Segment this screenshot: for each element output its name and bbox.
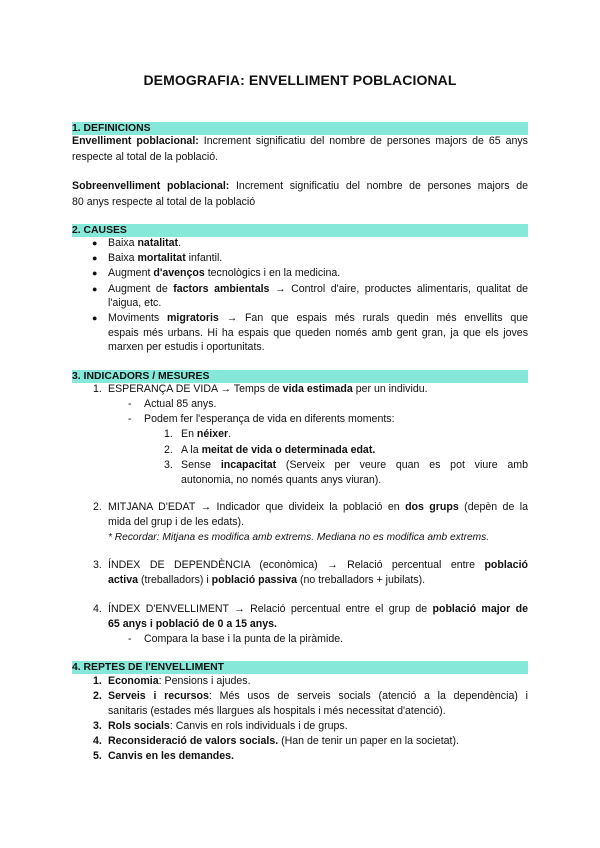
sub-item [181,443,375,458]
term-envelliment: Envelliment poblacional: [72,135,199,147]
indicator-note: * Recordar: Mitjana es modifica amb extrems. Mediana no es modifica amb extrems. [108,532,490,543]
indicator-item [108,500,528,515]
definition-sobreenvelliment-cont: 80 anys respecte al total de la població [72,196,256,208]
section-header-reptes: 4. REPTES DE l'ENVELLIMENT [72,661,528,674]
dash-icon: - [128,413,132,425]
cause-item [108,251,222,266]
sub-item-text: (Serveix per veure quan es pot viure amb [276,459,529,471]
cause-keyword: migratoris [167,312,219,324]
indicator-keyword: població major de [432,603,528,615]
list-number: 3. [93,559,102,571]
indicator-keyword: activa [108,574,139,586]
list-number: 1. [93,675,102,687]
indicator-keyword: població passiva [211,574,298,586]
page-title: DEMOGRAFIA: ENVELLIMENT POBLACIONAL [143,72,457,88]
indicator-keyword: població [484,559,528,571]
challenge-keyword: Economia [108,675,159,687]
challenge-item [108,689,528,704]
list-number: 3. [93,720,102,732]
section-header-definicions: 1. DEFINICIONS [72,122,528,135]
cause-text: → Fan que espais més rurals quedin més envellits que [218,312,528,324]
term-sobreenvelliment: Sobreenvelliment poblacional: [72,180,230,192]
challenge-item [108,734,459,749]
cause-item [108,282,528,297]
bullet-icon: ● [92,268,98,278]
indicator-text: per un individu. [352,383,428,395]
indicator-item [108,382,428,397]
cause-keyword: mortalitat [137,252,186,264]
indicator-text: ÍNDEX D'ENVELLIMENT → Relació percentual entre el grup de [108,603,433,615]
sub-item-text: A la [181,444,202,456]
challenge-text: : Canvis en rols individuals i de grups. [169,720,348,732]
cause-text: . [178,237,182,249]
dash-icon: - [128,398,132,410]
definition-envelliment-cont: respecte al total de la població. [72,151,219,163]
cause-item-cont: marxen per estudis i oportunitats. [108,341,265,353]
indicator-detail: Podem fer l'esperança de vida en diferents moments: [144,413,395,425]
challenge-item [108,674,251,689]
challenge-keyword: Serveis i recursos [108,690,209,702]
indicator-text: (no treballadors + jubilats). [297,574,426,586]
indicator-detail: Compara la base i la punta de la piràmide. [144,633,344,645]
list-number: 1. [93,383,102,395]
list-number: 5. [93,750,102,762]
dash-icon: - [128,633,132,645]
sub-item-cont: autonomia, no només quants anys viuran). [181,474,382,486]
challenge-keyword: Rols socials [108,720,170,732]
indicator-text: (treballadors) i [138,574,212,586]
indicator-text: MITJANA D'EDAT → Indicador que divideix la població en [108,501,406,513]
cause-text: Baixa [108,237,138,249]
definition-text: Increment significatiu del nombre de persones majors de [235,180,528,192]
sub-item-keyword: néixer [196,428,229,440]
sub-item-keyword: incapacitat [220,459,277,471]
cause-item [108,311,528,326]
indicator-text: ÍNDEX DE DEPENDÈNCIA (econòmica) → Relació percentual entre [108,559,485,571]
cause-text: Augment [108,267,154,279]
definition-envelliment [72,134,528,149]
challenge-item [108,719,348,734]
challenge-item-cont: sanitaris (estades més llargues als hospitals i més necessitat d'atenció). [108,705,446,717]
cause-text: → Control d'aire, productes alimentaris, qualitat de [269,283,528,295]
indicator-text: (depèn de la [458,501,528,513]
list-number: 3. [164,459,173,471]
list-number: 2. [93,501,102,513]
indicator-keyword: dos grups [405,501,459,513]
cause-text: infantil. [185,252,223,264]
bullet-icon: ● [92,313,98,323]
list-number: 2. [164,444,173,456]
list-number: 1. [164,428,173,440]
cause-keyword: d'avenços [153,267,205,279]
sub-item-text: En [181,428,197,440]
sub-item-text: . [228,428,232,440]
challenge-text: : Pensions i ajudes. [158,675,251,687]
sub-item [181,427,231,442]
cause-keyword: natalitat [137,237,179,249]
list-number: 4. [93,735,102,747]
cause-text: Moviments [108,312,167,324]
bullet-icon: ● [92,253,98,263]
cause-text: Augment de [108,283,174,295]
cause-keyword: factors ambientals [173,283,270,295]
indicator-item-cont: mida del grup i de les edats). [108,516,245,528]
definition-sobreenvelliment [72,179,528,194]
cause-item [108,266,340,281]
sub-item [181,458,528,473]
cause-item-cont: espais més urbans. Hi ha espais que queden només amb gent gran, ja que els joves [108,327,528,339]
cause-text: Baixa [108,252,138,264]
indicator-keyword: vida estimada [282,383,353,395]
challenge-text: (Han de tenir un paper en la societat). [278,735,459,747]
challenge-text: : Més usos de serveis socials (atenció a la dependència) i [208,690,528,702]
indicator-item-cont [108,573,425,588]
section-header-indicadors: 3. INDICADORS / MESURES [72,370,528,383]
sub-item-text: Sense [181,459,221,471]
bullet-icon: ● [92,238,98,248]
definition-text: Increment significatiu del nombre de persones majors de 65 anys [203,135,528,147]
indicator-item-cont: 65 anys i població de 0 a 15 anys. [108,618,277,630]
indicator-item [108,602,528,617]
bullet-icon: ● [92,284,98,294]
cause-text: tecnològics i en la medicina. [204,267,341,279]
indicator-item [108,558,528,573]
cause-item [108,236,181,251]
indicator-text: ESPERANÇA DE VIDA → Temps de [108,383,283,395]
challenge-keyword: Canvis en les demandes. [108,750,235,762]
list-number: 2. [93,690,102,702]
sub-item-keyword: meitat de vida o determinada edat. [201,444,376,456]
list-number: 4. [93,603,102,615]
challenge-keyword: Reconsideració de valors socials. [108,735,279,747]
challenge-item [108,749,234,764]
section-header-causes: 2. CAUSES [72,224,528,237]
cause-item-cont: l'aigua, etc. [108,297,162,309]
indicator-detail: Actual 85 anys. [144,398,217,410]
